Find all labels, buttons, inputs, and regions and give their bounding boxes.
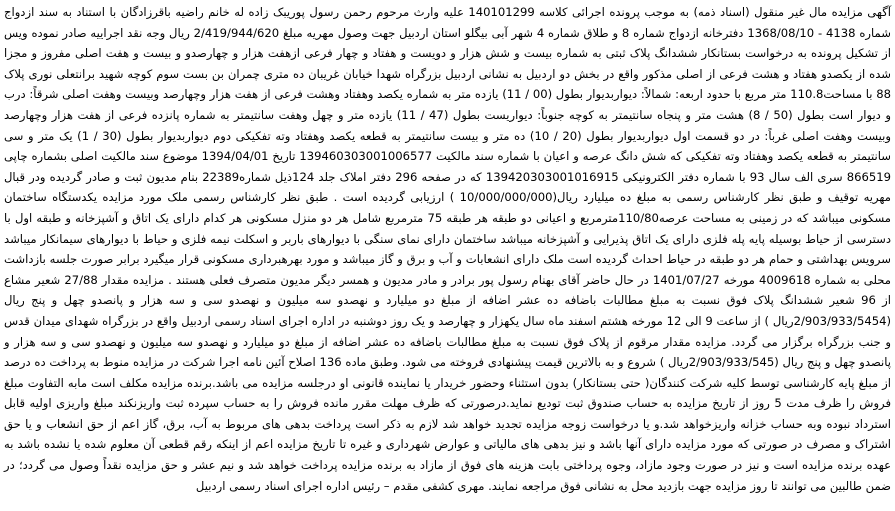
notice-body-text: آگهی مزایده مال غیر منقول (اسناد ذمه) به موجب پرونده اجرائی کلاسه 140101299 علیه وارث مرحوم رحمن رسول پوریبک زاده له خانم راضیه باقرزادگان با استناد به سند ازدواج شماره 4138 - 1368/08/10 دفترخانه ازدواج شماره 8 و طلاق شماره 4 شهر آبی بیگلو استان اردبیل جهت وصول مهریه مبلغ 2/419/944/620 ریال وجه نقد اجراییه صادر نموده ویس از تشکیل پرونده به درخواست بستانکار ششدانگ پلاک ثبتی به شماره بیست و شش هزار و دویست و هفتاد و چهار فرعی ازهفت هزار و چهارصدو و بیست و هفت اصلی مفروز و مجزا شده از یکصدو هفتاد و هشت فرعی از اصلی مذکور واقع در بخش دو اردبیل به نشانی اردبیل بزرگراه شهدا خیابان غریبان ده متری چمران بن بست سوم کوچه شهید برانتعلی نوری پلاک 88 با مساحت110.8 متر مربع با حدود اربعه: شمالاً: دیواربدیوار بطول (00 / 11) یازده متر به شماره یکصد وهفتاد وهشت فرعی از هفت هزار وچهارصد وبیست وهفت اصلی شرقاً: درب و دیوار است بطول (50 / 8) هشت متر و پنجاه سانتیمتر به کوچه جنوباً: دیواریست بطول (47 / 11) یازده متر و چهل وهفت سانتیمتر به شماره پانزده فرعی از هفت هزار وچهارصد وبیست وهفت اصلی غرباً: در دو قسمت اول دیواربدیوار بطول (20 / 10) ده متر و بیست سانتیمتر به قطعه یکصد وهفتاد وته تفکیکی دوم دیواربدیوار بطول (30 / 1) یک متر و سی سانتیمتر به قطعه یکصد وهفتاد وته تفکیکی که شش دانگ عرصه و اعیان با شماره سند مالکیت 139460303001006577 تاریخ 1394/04/01 موضوع سند مالکیت اصلی بشماره چاپی 866519 سری الف سال 93 با شماره دفتر الکترونیکی 139420303001016915 که در صفحه 296 دفتر املاک جلد 124ذیل شماره22389 بنام مدیون ثبت و صادر گردیده ودر قبال مهریه توقیف و طبق نظر کارشناس رسمی به مبلغ ده میلیارد ریال(10/000/000/000 ) ارزیابی گردیده است . طبق نظر کارشناس رسمی ملک مورد مزایده یکدستگاه ساختمان مسکونی میباشد که در زمینی به مساحت عرصه110/80مترمربع و اعیانی دو طبقه هر طبقه 75 مترمربع شامل هر دو منزل مسکونی هر کدام دارای یک اتاق و آشپزخانه و طبقه اول با دسترسی از حیاط بوسیله پایه پله فلزی دارای یک اتاق پذیرایی و آشپزخانه میباشد ساختمان دارای نمای سنگی با دیوارهای باربر و اسکلت نیمه فلزی و حیاط با دیوارهای سیمانکار میباشد سرویس بهداشتی و حمام هر دو طبقه در حیاط احداث گردیده است ملک دارای انشعابات و آب و برق و گاز میباشد و مورد بهرهبرداری مسکونی قرار میگیرد برابر صورت جلسه بازداشت محلی به شماره 4009618 مورخه 1401/07/27 در حال حاضر آقای بهنام رسول پور برادر و مادر مدیون و همسر دیگر مدیون متصرف فعلی هستند . مزایده مقدار 27/88 شعیر مشاع از 96 شعیر ششدانگ پلاک فوق نسبت به مبلغ مطالبات باضافه ده عشر اضافه از مبلغ دو میلیارد و نهصدو سه میلیون و نهصدو سی و سه هزار و پانصدو چهل و پنج ریال (2/903/933/5454ریال ) از ساعت 9 الی 12 مورخه هشتم اسفند ماه سال یکهزار و چهارصد و یک روز دوشنبه در اداره اجرای اسناد رسمی اردبیل واقع در بزرگراه شهدای میدان قدس و جنب بزرگراه برگزار می گردد. مزایده مقدار مرقوم از پلاک فوق نسبت به مبلغ مطالبات باضافه ده عشر اضافه از مبلغ دو میلیارد و نهصدو سه میلیون و نهصدو سی و سه هزار و پانصدو چهل و پنج ریال (2/903/933/545ریال ) شروع و به بالاترین قیمت پیشنهادی فروخته می شود. وطبق ماده 136 اصلاح آئین نامه اجرا شرکت در مزایده منوط به پرداخت ده درصد از مبلغ پایه کارشناسی توسط کلیه شرکت کنندگان( حتی بستانکار) بدون استثناء وحضور خریدار یا نماینده قانونی او درجلسه مزایده می باشد.برنده مزایده مکلف است مابه التفاوت مبلغ فروش را ظرف مدت 5 روز از تاریخ مزایده به حساب صندوق ثبت تودیع نماید.درصورتی که ظرف مهلت مقرر مانده فروش را به حساب سپرده ثبت واریزنکند مبلغ واریزی اولیه قابل استرداد نبوده وبه حساب خزانه واریزخواهد شد.و یا درخواست زوجه مزایده تجدید خواهد شد لازم به ذکر است پرداخت بدهی های مربوط به آب، برق، گاز اعم از حق انشعاب و یا حق اشتراک و مصرف در صورتی که مورد مزایده دارای آنها باشد و نیز بدهی های مالیاتی و عوارض شهرداری و غیره تا تاریخ مزایده اعم از اینکه رقم قطعی آن معلوم شده یا نشده باشد به عهده برنده مزایده است و نیز در صورت وجود مازاد، وجوه پرداختی بابت هزینه های فوق از مازاد به برنده مزایده پرداخت خواهد شد و نیم عشر و حق مزایده نقداً وصول می گردد؛ در ضمن طالبین می توانند تا روز مزایده جهت بازدید محل به نشانی فوق مراجعه نمایند. مهری کشفی مقدم – رئیس اداره اجرای اسناد رسمی اردبیل <box>4 5 892 493</box>
